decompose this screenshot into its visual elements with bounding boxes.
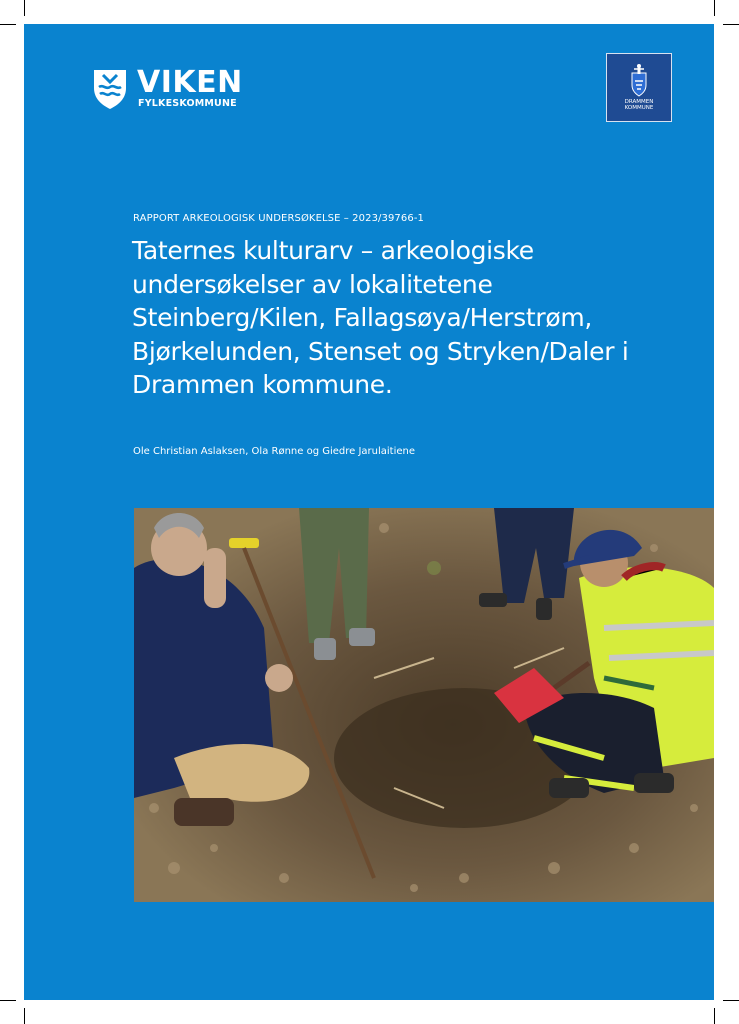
crop-mark (0, 1000, 16, 1001)
logo-name: VIKEN (137, 65, 243, 100)
cover-photo (134, 508, 714, 902)
crop-mark (0, 24, 16, 25)
crop-mark (714, 0, 715, 16)
crop-mark (24, 1008, 25, 1024)
crop-mark (714, 1008, 715, 1024)
logo-subtitle: FYLKESKOMMUNE (138, 98, 237, 109)
viken-logo (92, 65, 243, 112)
excavation-photo-illustration (134, 508, 714, 902)
cover-page (24, 24, 714, 1000)
coat-of-arms-icon (630, 63, 648, 97)
drammen-label: DRAMMEN KOMMUNE (624, 99, 654, 111)
report-authors: Ole Christian Aslaksen, Ola Rønne og Giedre Jarulaitiene (133, 446, 416, 457)
viken-shield-icon (92, 68, 128, 110)
report-title: Taternes kulturarv – arkeologiske undersøkelser av lokalitetene Steinberg/Kilen, Fallagsøya/Herstrøm, Bjørkelunden, Stenset og Stryken/Daler i Drammen kommune. (132, 236, 629, 399)
crop-mark (24, 0, 25, 16)
drammen-kommune-logo (606, 53, 672, 122)
crop-mark (723, 1000, 739, 1001)
crop-mark (723, 24, 739, 25)
report-type: RAPPORT ARKEOLOGISK UNDERSØKELSE – 2023/39766-1 (133, 213, 424, 224)
